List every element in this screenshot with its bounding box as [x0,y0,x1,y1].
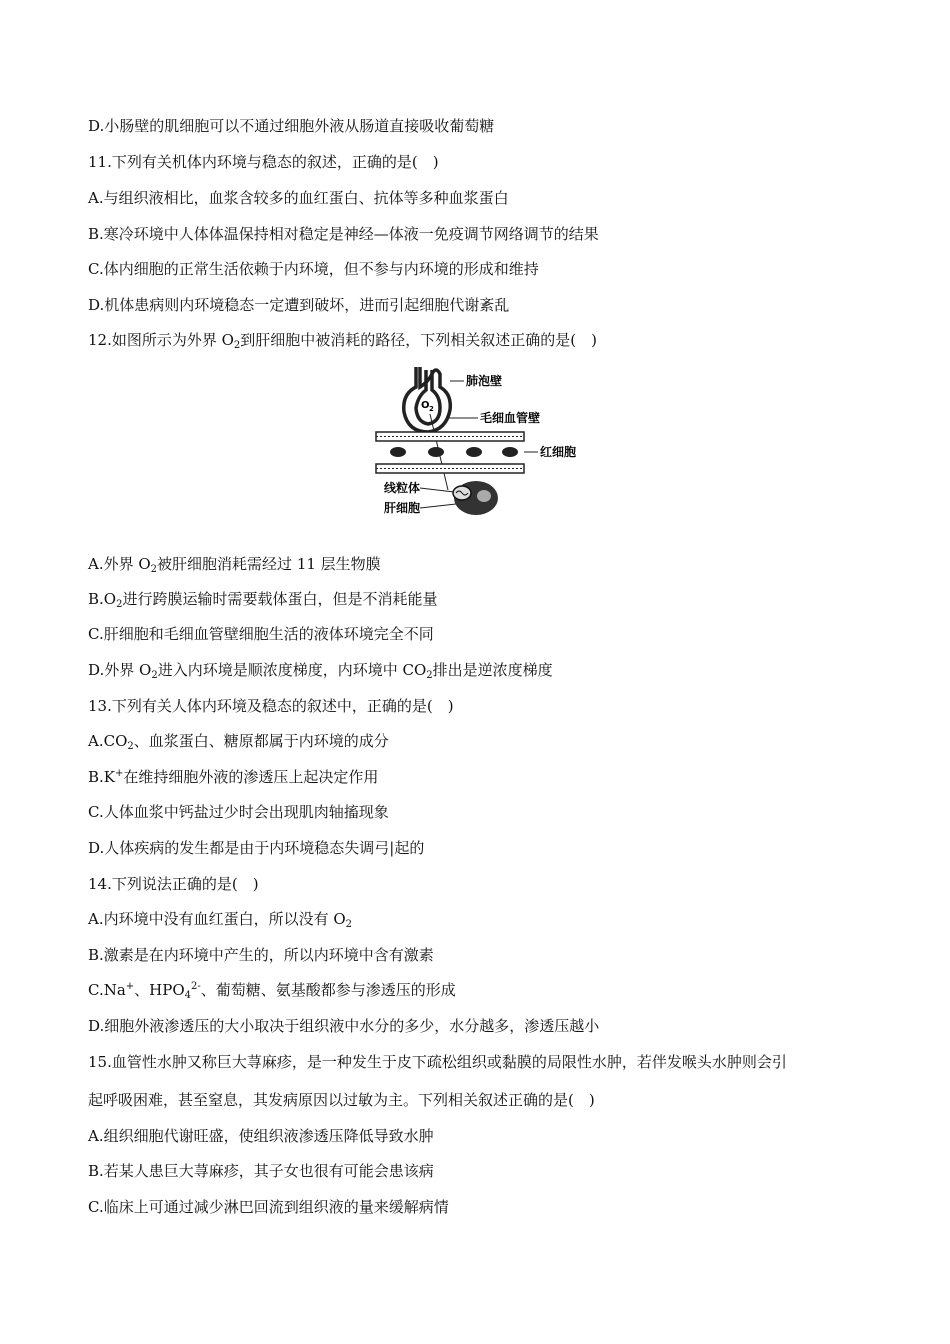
q11-option-b: B.寒冷环境中人体体温保持相对稳定是神经—体液一免疫调节网络调节的结果 [88,225,599,243]
q15-option-a: A.组织细胞代谢旺盛，使组织液渗透压降低导致水肿 [88,1127,434,1145]
label-mitochondrion: 线粒体 [384,481,421,495]
q14-option-c: C.Na+、$HPO_4^{2-}$、葡萄糖、氨基酸都参与渗透压的形成 [88,981,456,1001]
q13-option-c: C.人体血浆中钙盐过少时会出现肌肉轴搐现象 [88,803,389,821]
q10-option-d: D.小肠壁的肌细胞可以不通过细胞外液从肠道直接吸收葡萄糖 [88,117,495,135]
q11-stem: 11.下列有关机体内环境与稳态的叙述，正确的是( ) [88,153,439,171]
q11-option-d: D.机体患病则内环境稳态一定遭到破坏，进而引起细胞代谢紊乱 [88,296,510,314]
o2-label: O [421,400,430,411]
q11-option-a: A.与组织液相比，血浆含较多的血红蛋白、抗体等多种血浆蛋白 [88,189,509,207]
q12-option-a: A.外界 $O_2$被肝细胞消耗需经过 11 层生物膜 [88,555,381,575]
q13-option-a: $A.CO_2$、血浆蛋白、糖原都属于内环境的成分 [88,732,389,752]
label-capillary: 毛细血管壁 [480,411,541,425]
q14-stem: 14.下列说法正确的是( ) [88,875,259,893]
q14-option-d: D.细胞外液渗透压的大小取决于组织液中水分的多少，水分越多，渗透压越小 [88,1017,600,1035]
q12-option-d: D.外界 $O_2$进入内环境是顺浓度梯度，内环境中 $CO_2$排出是逆浓度梯度 [88,661,553,681]
label-liver-cell: 肝细胞 [384,501,421,515]
q15-option-c: C.临床上可通过减少淋巴回流到组织液的量来缓解病情 [88,1198,449,1216]
q12-stem: 12.如图所示为外界 $O_2$到肝细胞中被消耗的路径，下列相关叙述正确的是( ) [88,331,598,351]
q15-stem-line1: 15.血管性水肿又称巨大荨麻疹，是一种发生于皮下疏松组织或黏膜的局限性水肿，若伴发喉头水肿则会引 [88,1053,787,1071]
red-blood-cell [466,447,482,457]
q14-option-a: A.内环境中没有血红蛋白，所以没有 $O_2$ [88,910,353,930]
o2-label-sub: 2 [429,405,434,413]
q13-stem: 13.下列有关人体内环境及稳态的叙述中，正确的是( ) [88,697,454,715]
q15-stem-line2: 起呼吸困难，甚至窒息，其发病原因以过敏为主。下列相关叙述正确的是( ) [88,1091,595,1109]
o2-pathway-diagram [370,362,590,522]
q12-option-c: C.肝细胞和毛细血管壁细胞生活的液体环境完全不同 [88,625,434,643]
q13-option-b: B.K+在维持细胞外液的渗透压上起决定作用 [88,768,379,786]
q14-option-b: B.激素是在内环境中产生的，所以内环境中含有激素 [88,946,434,964]
q12-option-b: $B.O_2$进行跨膜运输时需要载体蛋白，但是不消耗能量 [88,590,438,610]
red-blood-cell [502,447,518,457]
q11-option-c: C.体内细胞的正常生活依赖于内环境，但不参与内环境的形成和维持 [88,260,539,278]
o2-pathway-figure [370,362,590,526]
q13-option-d: D.人体疾病的发生都是由于内环境稳态失调弓|起的 [88,839,425,857]
q15-option-b: B.若某人患巨大荨麻疹，其子女也很有可能会患该病 [88,1162,434,1180]
liver-cell-nucleus [477,490,491,502]
red-blood-cell [390,447,406,457]
red-blood-cell [428,447,444,457]
label-alveolus: 肺泡壁 [466,374,503,388]
label-rbc: 红细胞 [540,445,577,459]
